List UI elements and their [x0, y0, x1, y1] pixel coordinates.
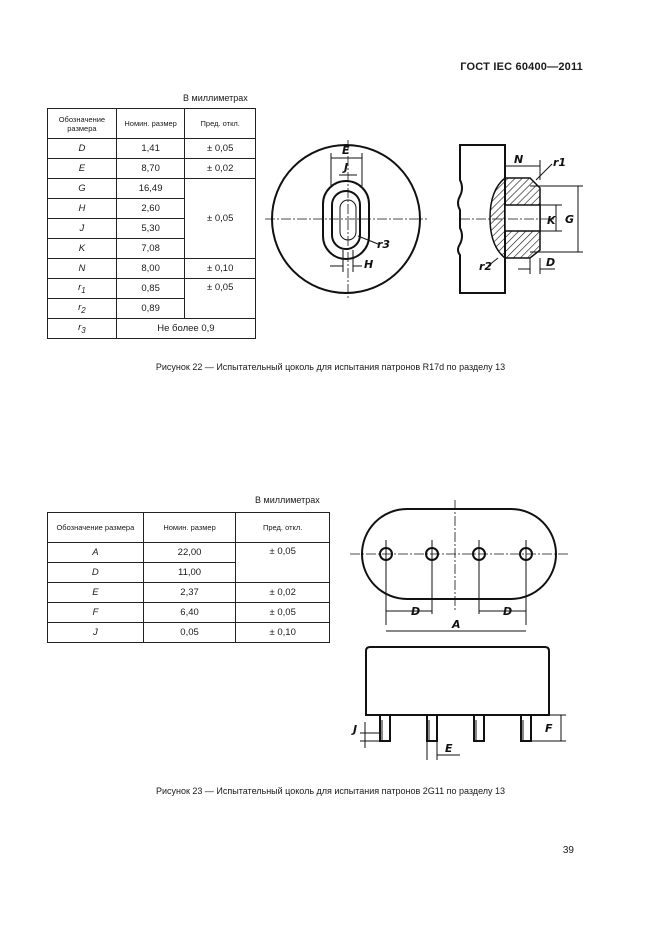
fig22-units-label: В миллиметрах	[183, 93, 248, 103]
fig23-label-D-left: D	[411, 605, 421, 618]
fig22-header-tolerance: Пред. откл.	[185, 109, 256, 139]
fig23-caption: Рисунок 23 — Испытательный цоколь для испытания патронов 2G11 по разделу 13	[155, 786, 506, 796]
pin	[474, 715, 484, 741]
fig22-nominal: 8,70	[116, 159, 185, 179]
fig22-label-K: K	[547, 214, 556, 227]
fig23-nominal: 6,40	[143, 603, 236, 623]
fig22-nominal: 1,41	[116, 139, 185, 159]
fig22-symbol: $r_2$	[48, 299, 117, 319]
pin	[380, 715, 390, 741]
fig22-symbol: H	[48, 199, 117, 219]
fig22-label-r3: r3	[377, 238, 391, 251]
fig22-label-r1: r1	[553, 156, 567, 169]
fig23-label-E: E	[445, 742, 453, 755]
fig22-header-nominal: Номин. размер	[116, 109, 185, 139]
fig22-label-r2: r2	[479, 260, 493, 273]
fig22-symbol: N	[48, 259, 117, 279]
fig22-tolerance: ± 0,05	[185, 279, 256, 319]
fig22-nominal: 5,30	[116, 219, 185, 239]
fig23-label-J: J	[353, 723, 358, 736]
fig22-symbol: J	[48, 219, 117, 239]
fig23-symbol: E	[48, 583, 144, 603]
fig23-label-D-right: D	[503, 605, 513, 618]
fig22-nominal: 0,85	[116, 279, 185, 299]
fig22-label-J: J	[344, 161, 349, 174]
pin	[427, 715, 437, 741]
fig22-label-D: D	[546, 256, 556, 269]
fig22-label-N: N	[514, 153, 524, 166]
fig23-tolerance: ± 0,05	[236, 603, 330, 623]
fig22-nominal: 2,60	[116, 199, 185, 219]
fig22-symbol: $r_1$	[48, 279, 117, 299]
fig22-tolerance: ± 0,10	[185, 259, 256, 279]
fig23-label-A: A	[452, 618, 461, 631]
fig23-tolerance: ± 0,10	[236, 623, 330, 643]
fig23-label-F: F	[545, 722, 553, 735]
fig22-nominal: 7,08	[116, 239, 185, 259]
fig23-symbol: A	[48, 543, 144, 563]
fig22-tolerance: ± 0,05	[185, 139, 256, 159]
fig22-tolerance: ± 0,02	[185, 159, 256, 179]
fig23-header-nominal: Номин. размер	[143, 513, 236, 543]
fig22-label-E: E	[342, 144, 350, 157]
fig23-header-tolerance: Пред. откл.	[236, 513, 330, 543]
fig22-label-G: G	[565, 213, 575, 226]
fig23-nominal: 22,00	[143, 543, 236, 563]
fig23-symbol: D	[48, 563, 144, 583]
fig23-nominal: 2,37	[143, 583, 236, 603]
fig23-nominal: 11,00	[143, 563, 236, 583]
fig23-symbol: J	[48, 623, 144, 643]
fig22-label-H: H	[364, 258, 374, 271]
fig22-tolerance: ± 0,05	[185, 179, 256, 259]
fig22-nominal: 16,49	[116, 179, 185, 199]
fig23-nominal: 0,05	[143, 623, 236, 643]
fig23-tolerance: ± 0,02	[236, 583, 330, 603]
fig22-nominal: 0,89	[116, 299, 185, 319]
standard-header: ГОСТ IEC 60400—2011	[460, 61, 583, 73]
fig22-symbol: D	[48, 139, 117, 159]
fig22-caption: Рисунок 22 — Испытательный цоколь для испытания патронов R17d по разделу 13	[155, 362, 506, 372]
fig22-nominal: 8,00	[116, 259, 185, 279]
fig23-tolerance: ± 0,05	[236, 543, 330, 583]
pin	[521, 715, 531, 741]
fig23-symbol: F	[48, 603, 144, 623]
page-number: 39	[562, 845, 574, 856]
fig23-header-designation: Обозначение размера	[48, 513, 144, 543]
fig22-symbol: K	[48, 239, 117, 259]
fig22-symbol: $r_3$	[48, 319, 117, 339]
fig23-units-label: В миллиметрах	[255, 495, 320, 505]
fig22-header-designation: Обозначение размера	[48, 109, 117, 139]
fig22-symbol: G	[48, 179, 117, 199]
fig22-nominal: Не более 0,9	[116, 319, 255, 339]
fig22-symbol: E	[48, 159, 117, 179]
